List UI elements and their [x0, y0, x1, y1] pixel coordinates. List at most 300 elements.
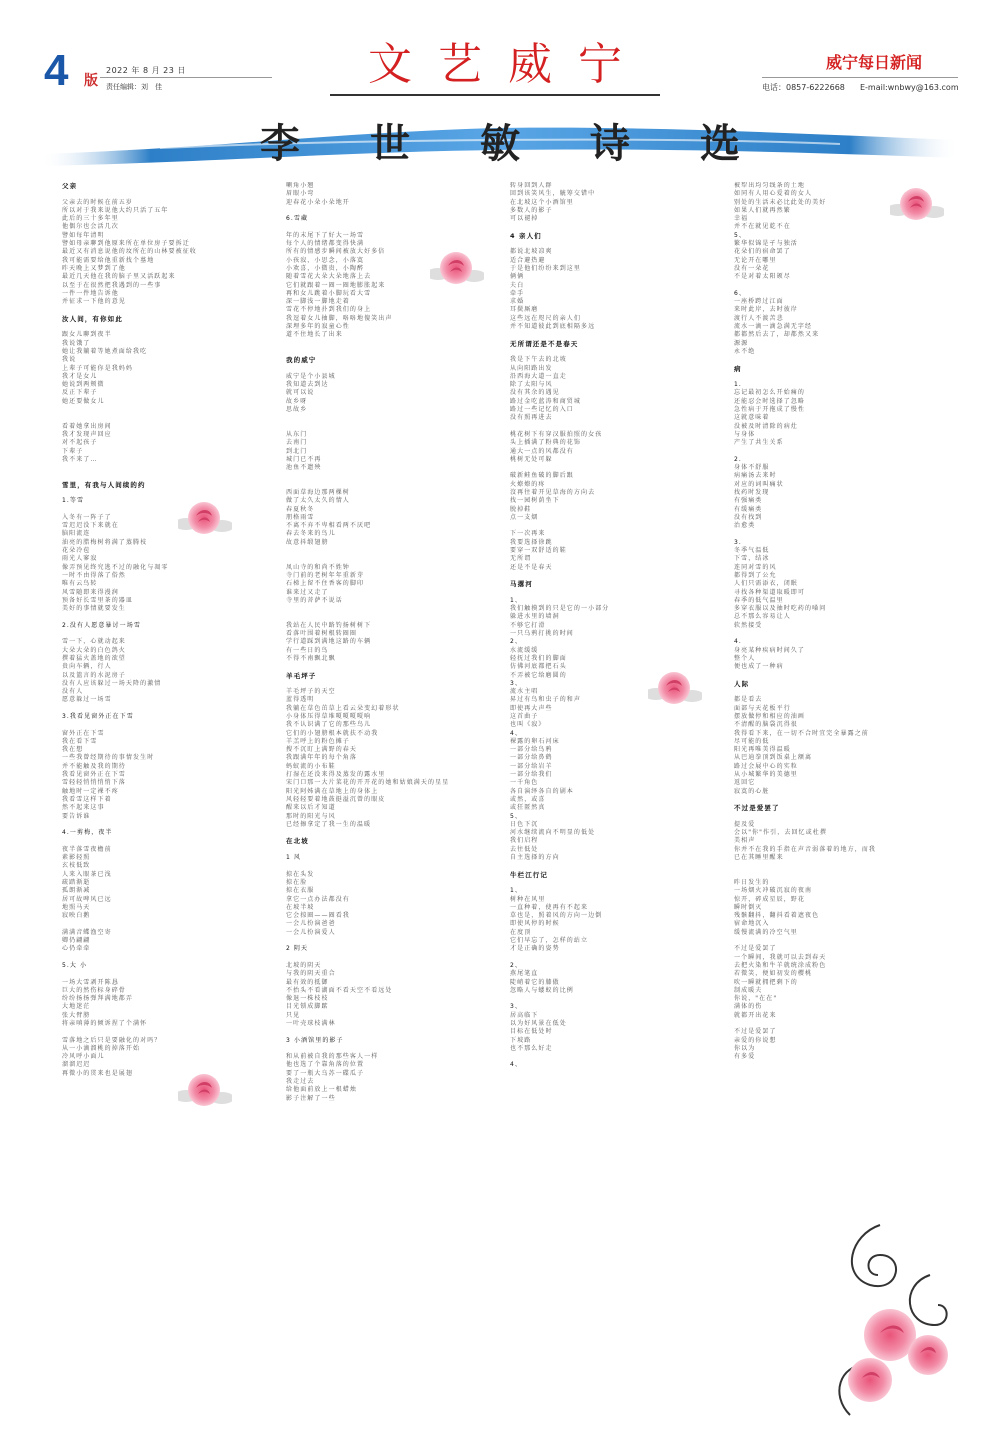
poem-line: 蓝得透明 — [286, 696, 315, 704]
poem-line: 上辈子可能你是我妈妈 — [62, 364, 134, 372]
poem-line: 还是不是春天 — [510, 563, 553, 571]
poem-line: 与我的阴天重合 — [286, 970, 336, 978]
poem-line: 以为好风景在低处 — [510, 1019, 567, 1027]
page-suffix: 版 — [84, 73, 98, 89]
blank-line — [286, 348, 496, 356]
poem-line: 目标在低处时 — [510, 1028, 553, 1036]
poem-title: 我的威宁 — [286, 356, 317, 365]
poem-line: 小欢喜，小微贵，小陶醉 — [286, 264, 365, 272]
poem-line: 我站在人民中路钓扬树树下 — [286, 621, 372, 629]
poem-line: 我不认识满了它的那些鸟儿 — [286, 721, 372, 729]
blank-line — [62, 821, 272, 829]
poem-line: 我知道去到达 — [286, 381, 329, 389]
blank-line — [734, 530, 944, 538]
poem-line: 面部与天花板平行 — [734, 704, 791, 712]
poem-line: 他偶尔也会活几次 — [62, 223, 119, 231]
poem-title: 牛栏江行记 — [510, 870, 548, 879]
poem-line: 俩俩 — [510, 273, 525, 281]
poem-line: 牵手 — [510, 289, 525, 297]
poem-line: 即使风停的时候 — [510, 920, 560, 928]
poem-section-heading: 4.一剪梅，夜半 — [62, 829, 113, 837]
text-column-3 — [510, 182, 720, 1422]
poem-line: 就都开出花来 — [734, 1011, 777, 1019]
blank-line — [286, 555, 496, 563]
poem-section-heading: 3. — [734, 538, 742, 546]
poem-line: 制成暖夫 — [734, 986, 763, 994]
poem-line: 自主选择的方向 — [510, 854, 560, 862]
pink-rose-icon — [648, 664, 702, 708]
editor-credit: 责任编辑：刘 佳 — [106, 83, 162, 91]
poem-line: 我是下午去的北坡 — [510, 356, 567, 364]
poem-line: 多数人的影子 — [510, 206, 553, 214]
poem-line: 我躺在草色茁草上看云朵变幻着形状 — [286, 704, 400, 712]
poem-line: 一叶壳球枝满林 — [286, 1019, 336, 1027]
poem-line: 它们就跟着一圈一圈地膨胀起来 — [286, 281, 386, 289]
poem-title: 无所谓还是不是春天 — [510, 339, 579, 348]
poem-line: 繁华似锦是孑与独活 — [734, 240, 798, 248]
poem-line: 有强痛类 — [734, 497, 763, 505]
blank-line — [62, 464, 272, 472]
poem-line: 路过会展中心的实粒 — [734, 762, 798, 770]
poem-line: 每个人的情绪都变得快满 — [286, 240, 365, 248]
poem-line: 预备好长雪里茶的器皿 — [62, 596, 134, 604]
poem-line: 最近又有消息说他的坟所在的山林要被征收 — [62, 248, 197, 256]
poem-line: 人们只需添衣，闭眠 — [734, 580, 798, 588]
poem-title: 马撂河 — [510, 580, 533, 589]
poem-line: 陡峭着它的膝傲 — [510, 978, 560, 986]
poem-line: 寻找各种渠道取暖即可 — [734, 588, 806, 596]
poem-line: 她还要做女儿 — [62, 397, 105, 405]
poem-line: 各自演绎各自的剧本 — [510, 787, 574, 795]
poem-line: 下坡路 — [510, 1036, 532, 1044]
poem-line: 瞬时倒灭 — [734, 903, 763, 911]
header-divider-right — [762, 77, 958, 78]
poem-line: 阳光阿姊满在草地上的身体上 — [286, 787, 379, 795]
poem-line: 满满音蝶渔空寄 — [62, 928, 112, 936]
poem-line: 流水主唱 — [510, 688, 539, 696]
poem-line: 故乡呀 — [286, 397, 308, 405]
poem-line: 所有的情感步瞬间被放大好多倍 — [286, 248, 386, 256]
poem-line: 她让我躺着等她煮面给我吃 — [62, 347, 148, 355]
blank-line — [62, 705, 272, 713]
poem-line: 雪轻轻悄悄悄悄下落 — [62, 779, 126, 787]
poem-line: 不得不南飘北飘 — [286, 654, 336, 662]
page-header — [0, 0, 1000, 110]
poem-title: 父亲 — [62, 182, 78, 190]
poem-line: 总不那么容易让人 — [734, 613, 791, 621]
poem-line: 返回它 — [734, 779, 756, 787]
poem-line: 提及爱 — [734, 820, 756, 828]
poem-line: 吹一瞬就拥把剩下的 — [734, 978, 798, 986]
poem-title: 雪里，有我与人间续的约 — [62, 480, 146, 489]
blank-line — [286, 547, 496, 555]
poem-line: 摆放做停和相应的油画 — [734, 713, 806, 720]
blank-line — [734, 871, 944, 879]
poem-line: 亲爱的你说想 — [734, 1036, 777, 1044]
poem-line: 我说饿了 — [62, 339, 91, 347]
poem-line: 喇角小翘 — [286, 182, 315, 189]
poem-line: 求婚 — [510, 298, 525, 306]
poem-line: 最有效的抵御 — [286, 978, 329, 986]
poem-line: 夫白 — [510, 281, 525, 289]
poem-line: 要穿一双舒适的鞋 — [510, 547, 567, 555]
poem-line: 从巴迪拳顶到饭桌上额离 — [734, 754, 813, 762]
poem-line: 居可故啤风已远 — [62, 895, 112, 903]
poem-line: 反正下辈子 — [62, 389, 98, 397]
blank-line — [286, 365, 496, 373]
poem-line: 我走过去 — [286, 1078, 315, 1086]
poem-line: 羊毛坪子的天空 — [286, 688, 336, 696]
blank-line — [734, 630, 944, 638]
poem-line: 掠在头发 — [286, 870, 315, 878]
poem-line: 也不那么好走 — [510, 1044, 553, 1052]
poem-line: 不离不弃不卑相看两不厌吧 — [286, 522, 372, 530]
poem-line: 不是对着太阳颁尽 — [734, 273, 791, 281]
phone-number: 电话：0857-6222668 — [762, 83, 845, 92]
poem-line: 风轻轻要着地鼓挺溢沉曾的眼皮 — [286, 795, 386, 803]
poem-line: 醒来以后才知道 — [286, 804, 336, 812]
poem-section-heading: 3、 — [510, 679, 523, 687]
blank-line — [62, 414, 272, 422]
poem-line: 水流缓缓 — [510, 646, 539, 654]
poem-line: 耳鬓厮磨 — [510, 306, 539, 314]
poem-line: 去把火染和牛羊就统涂成粉色 — [734, 961, 827, 969]
poem-section-heading: 1. — [734, 381, 742, 389]
poem-line: 心仍牵牵 — [62, 945, 91, 953]
poem-line: 愿意躲过一场雪 — [62, 696, 112, 704]
blank-line — [62, 837, 272, 845]
blank-line — [286, 414, 496, 422]
poem-line: 或狂匿然真 — [510, 804, 546, 812]
poem-line: 随着雪花大朵大朵地落上去 — [286, 273, 372, 281]
poem-line: 像退一株枝枝 — [286, 995, 329, 1003]
poem-line: 我在看下雪 — [62, 737, 98, 745]
poem-line: 从东门 — [286, 430, 308, 438]
blank-line — [62, 721, 272, 729]
text-column-1 — [62, 182, 272, 1422]
poem-title: 病 — [734, 364, 742, 373]
blank-line — [734, 448, 944, 456]
poem-line: 我在想 — [62, 746, 84, 754]
poem-line: 躲进水里的墙洞 — [510, 613, 560, 621]
poem-line: 一件一件地告诉他 — [62, 289, 119, 297]
poem-line: 日色下沉 — [510, 820, 539, 828]
poem-line: 打湿在还没来得及蒸发的露水里 — [286, 771, 386, 779]
poem-line: 我们启程 — [510, 837, 539, 845]
blank-line — [286, 340, 496, 348]
poem-line: 再微小的贯来也是展翅 — [62, 1069, 134, 1077]
poem-line: 昨天晚上又梦到了他 — [62, 264, 126, 272]
poem-line: 流水一滴一滴急满无字经 — [734, 323, 813, 331]
pink-rose-icon — [430, 244, 484, 288]
poem-line: 治愈类 — [734, 522, 756, 530]
poem-section-heading: 3 小酒馆里的影子 — [286, 1036, 344, 1044]
blank-line — [734, 688, 944, 696]
banner-title: 李世敏诗选 — [260, 121, 810, 167]
blank-line — [510, 862, 720, 870]
poem-line: 在度顶 — [510, 928, 532, 936]
poem-section-heading: 1.等雪 — [62, 497, 85, 505]
poem-line: 巨大的然伤标身碎骨 — [62, 986, 126, 994]
blank-line — [286, 423, 496, 431]
poem-line: 从一小滴溜桃的掉落开始 — [62, 1044, 141, 1052]
blank-line — [62, 489, 272, 497]
poem-line: 找一园树荫坐下 — [510, 497, 560, 505]
poem-line: 都是看去 — [734, 696, 763, 704]
pink-rose-icon — [890, 180, 944, 224]
poem-line: 花朵们的宿命罢了 — [734, 248, 791, 256]
poem-line: 河水继续流向不明显的低处 — [510, 829, 596, 837]
poem-line: 病痛汤去来时 — [734, 472, 777, 480]
poem-line: 都说北坡凉爽 — [510, 248, 553, 256]
poem-line: 被犁出均匀线条的土地 — [734, 182, 806, 189]
poem-line: 再和女儿跳着小脚玩看大雪 — [286, 289, 372, 297]
poem-line: 我逗着女儿抽脚，咯咯地傻笑出声 — [286, 314, 393, 322]
poem-line: 没有人 — [62, 688, 84, 696]
poem-line: 影子注解了一些 — [286, 1094, 336, 1102]
poem-line: 道不住地长了出来 — [286, 331, 343, 339]
poem-line: 不过是爱罢了 — [734, 1028, 777, 1036]
poem-line: 此后的三十多年里 — [62, 215, 119, 223]
poem-line: 并不在就见乾不在 — [734, 223, 791, 231]
poem-line: 触地时一定裸不疼 — [62, 787, 119, 795]
poem-line: 雨光人寥寂 — [62, 555, 98, 563]
pink-rose-icon — [178, 494, 232, 538]
poem-line: 那时的阳光与风 — [286, 812, 336, 820]
poem-section-heading: 2.没有人愿意暴讨一场雪 — [62, 621, 141, 629]
poem-section-heading: 4. — [734, 638, 742, 646]
blank-line — [62, 954, 272, 962]
poem-line: 居高临下 — [510, 1011, 539, 1019]
poem-section-heading: 2、 — [510, 638, 523, 646]
poem-line: 然不起来这事 — [62, 804, 105, 812]
poem-line: 来时此岸，去时彼岸 — [734, 306, 798, 314]
poem-line: 整个人 — [734, 654, 756, 662]
poem-line: 不够它打滑 — [510, 621, 546, 629]
page-number: 4 — [44, 46, 69, 95]
poem-line: 多穿衣服以及抽时吃药的嗓问 — [734, 605, 827, 613]
poem-line: 跟女儿聊到夜半 — [62, 331, 112, 339]
poem-line: 无所谓 — [510, 555, 532, 563]
poem-line: 她说到两颊微 — [62, 381, 105, 389]
poem-line: 所以对于我来说他大约只活了五年 — [62, 206, 169, 214]
poem-line: 小身体压得草堆嗄嗄嗄嗄响 — [286, 713, 372, 720]
blank-line — [734, 356, 944, 364]
poem-line: 一只乌鸦打挑的时间 — [510, 630, 574, 638]
poem-line: 没有其余的遇见 — [510, 389, 560, 397]
poem-line: 我不来了… — [62, 455, 98, 463]
blank-line — [62, 1028, 272, 1036]
poem-line: 一部分给岩羊 — [510, 762, 553, 770]
poem-line: 疏踏渐逝 — [62, 878, 91, 886]
poem-line: 花朵冷苞 — [62, 547, 91, 555]
poem-line: 不弄被它给磨圆的 — [510, 671, 567, 679]
blank-line — [286, 1045, 496, 1053]
header-divider-left — [100, 77, 272, 78]
poem-line: 去南门 — [286, 439, 308, 447]
poem-line: 并征求一下他的意见 — [62, 298, 126, 306]
poem-title: 在北坡 — [286, 837, 309, 846]
poem-line: 渡行人不渡苦悲 — [734, 314, 784, 322]
poem-line: 破新鲑鱼破的脚后跟 — [510, 472, 574, 480]
poem-line: 桃树无处可躲 — [510, 455, 553, 463]
poem-line: 没有一朵花 — [734, 264, 770, 272]
poem-line: 雪一下，心就动起来 — [62, 638, 126, 646]
poem-line: 我跟满年年的每个角落 — [286, 754, 358, 762]
blank-line — [510, 1053, 720, 1061]
blank-line — [510, 954, 720, 962]
poem-line: 雪花不停地扑到我们的身上 — [286, 306, 372, 314]
poem-line: 我看见窗外正在下雪 — [62, 771, 126, 779]
poem-line: 我可能需要给他重新找个墓地 — [62, 256, 155, 264]
poem-line: 做了太久太久的情人 — [286, 497, 350, 505]
poem-line: 火燎燎的疼 — [510, 480, 546, 488]
poem-line: 小孩寂，小思念，小落寞 — [286, 256, 365, 264]
poem-line: 昇过有鸟和虫子的和声 — [510, 696, 582, 704]
poem-line: 宋门口那一大片菜花的开开花的她和姑娘满天的星星 — [286, 779, 450, 787]
poem-line: 我才发现声回应 — [62, 430, 112, 438]
poem-line: 即使再大声些 — [510, 704, 553, 712]
poem-line: 张大臂膀 — [62, 1011, 91, 1019]
blank-line — [286, 472, 496, 480]
poem-line: 从小城繁华的美德里 — [734, 771, 798, 779]
blank-line — [510, 423, 720, 431]
blank-line — [286, 605, 496, 613]
poem-line: 西面草海边那两棵树 — [286, 488, 350, 496]
newspaper-name: 威宁每日新闻 — [826, 53, 923, 72]
poem-line: 对应的词叫痛状 — [734, 480, 784, 488]
poem-line: 或然，或喜 — [510, 795, 546, 803]
poem-line: 看落叶围着树根转圈圈 — [286, 630, 358, 638]
poem-line: 没被及时清除的病灶 — [734, 422, 798, 430]
poem-line: 唯有云鸟转 — [62, 580, 98, 588]
poem-line: 以及篮言的水泥房子 — [62, 671, 126, 679]
poem-line: 有多爱 — [734, 1053, 756, 1061]
poem-line: 春去冬来的鸟儿 — [286, 530, 336, 538]
poem-section-heading: 4、 — [510, 729, 523, 737]
poem-line: 到北门 — [286, 447, 308, 455]
poem-line: 玄枝低致 — [62, 862, 91, 870]
blank-line — [286, 207, 496, 215]
poem-line: 我才是女儿 — [62, 372, 98, 380]
poem-line: 忽略人与蝼蚁的比例 — [510, 986, 574, 994]
blank-line — [286, 663, 496, 671]
poem-line: 急性病于开拖成了慢性 — [734, 406, 806, 414]
poem-line: 已经擦拿定了我一生的温暖 — [286, 820, 372, 828]
poem-line: 凤山寺的和尚不姓钟 — [286, 563, 350, 571]
poem-line: 没有照再进去 — [510, 414, 553, 422]
poem-line: 掠在衣服 — [286, 887, 315, 895]
poem-title: 羊毛坪子 — [286, 671, 317, 680]
poem-line: 地照马天 — [62, 903, 91, 911]
poem-line: 转身回到人群 — [510, 182, 553, 189]
poem-line: 一千角色 — [510, 779, 539, 787]
poem-line: 朋格雨雪 — [286, 513, 315, 521]
poem-line: 贵向车辆，行人 — [62, 663, 112, 671]
poem-line: 宿命地沉入 — [734, 920, 770, 928]
poem-line: 下一次再来 — [510, 530, 546, 538]
poem-line: 无论开在哪里 — [734, 256, 777, 264]
poem-line: 轻抚过我们的脚面 — [510, 654, 567, 662]
blank-line — [286, 1028, 496, 1036]
blank-line — [734, 282, 944, 290]
poem-line: 卿仍翩翩 — [62, 937, 91, 945]
poem-line: 掠在脸 — [286, 878, 308, 886]
poem-line: 残骸翻抖，翻抖看着遮夜色 — [734, 912, 820, 920]
poem-line: 这就意味着 — [734, 414, 770, 422]
poem-line: 产生了共生关系 — [734, 439, 784, 447]
poem-line: 可以褪掉 — [510, 215, 539, 223]
poem-line: 满体的伤 — [734, 1003, 763, 1011]
poem-line: 池鱼不遗殃 — [286, 464, 322, 472]
contact-info — [762, 82, 959, 93]
blank-line — [62, 920, 272, 928]
poem-line: 找药时发现 — [734, 488, 770, 496]
poem-line: 像弄预见终究逃不过的融化与凋零 — [62, 563, 169, 571]
poem-line: 会以"你"作引，去回忆或杜撰 — [734, 829, 827, 837]
poem-line: 还能忍会时选择了忽略 — [734, 397, 806, 405]
poem-line: 学行道踩到满地这路的车辆 — [286, 638, 372, 646]
blank-line — [62, 613, 272, 621]
blank-line — [286, 680, 496, 688]
poem-line: 脑阳流连 — [62, 530, 91, 538]
poem-line: 纷纷扬扬弹拜满地都弄 — [62, 995, 134, 1003]
blank-line — [62, 970, 272, 978]
floral-swirl-icon — [810, 1215, 960, 1425]
poem-line: 目光锁成脚踮 — [286, 1003, 329, 1011]
poem-line: 迎春花小朵小朵地开 — [286, 198, 350, 206]
poem-line: 谁来过又走了 — [286, 588, 329, 596]
poem-line: 一场烟火冲破沉寂的夜南 — [734, 887, 813, 895]
poem-line: 已在其睡里醒来 — [734, 854, 784, 862]
poem-line: 撰着猛火盖地的欲望 — [62, 654, 126, 662]
poem-line: 你并不在我的手指在声音弱落着的地方，而我 — [734, 845, 877, 853]
poem-line: 这首曲子 — [510, 713, 539, 720]
poem-line: 给他面前放上一根蜡烛 — [286, 1086, 358, 1094]
poem-line: 将亲嗔薄的倾诉捏了个满怀 — [62, 1019, 148, 1027]
poem-line: 寂映白鹅 — [62, 912, 91, 920]
poem-section-heading: 5、 — [510, 812, 523, 820]
poem-line: 蚂蚁流的小布鞋 — [286, 762, 336, 770]
poem-line: 搜不沉盯上满野的春天 — [286, 746, 358, 754]
poem-line: 你说，"在在" — [734, 995, 778, 1003]
poem-line: 下辈子 — [62, 447, 84, 455]
poem-title: 4 亲人们 — [510, 231, 542, 240]
poem-line: 寺里的菩萨不说话 — [286, 596, 343, 604]
poem-line: 大朵大朵的白色鸽火 — [62, 646, 126, 654]
poem-line: 一场大雪剥开陈恳 — [62, 978, 119, 986]
poem-line: 于是他们纷纷来到这里 — [510, 264, 582, 272]
poem-line: 阳光再唯美得温暖 — [734, 746, 791, 754]
poem-line: 点一支烟 — [510, 513, 539, 521]
poem-line: 大地迷茫 — [62, 1003, 91, 1011]
poem-line: 头上插满了粉典的花饰 — [510, 439, 582, 447]
masthead-title: 文艺威宁 — [368, 39, 648, 90]
blank-line — [286, 829, 496, 837]
blank-line — [62, 406, 272, 414]
poem-section-heading: 2 阴天 — [286, 945, 309, 953]
poem-title: 不过是爱罢了 — [734, 804, 780, 813]
poem-line: 并不知道彼此到底相隔多远 — [510, 323, 596, 331]
poem-line: 最近几天他在我的脑子里又活跃起来 — [62, 273, 176, 281]
poem-line: 它们的小翅膀根本就扶不动我 — [286, 729, 379, 737]
poem-section-heading: 2. — [734, 455, 742, 463]
poem-line: 眉眼小弯 — [286, 190, 315, 198]
poem-line: 我要选择徐跳 — [510, 538, 553, 546]
poem-line: 仿佛河底都把石头 — [510, 663, 567, 671]
poem-line: 别处的生活未必比此处的美好 — [734, 198, 827, 206]
title-banner — [40, 118, 960, 170]
